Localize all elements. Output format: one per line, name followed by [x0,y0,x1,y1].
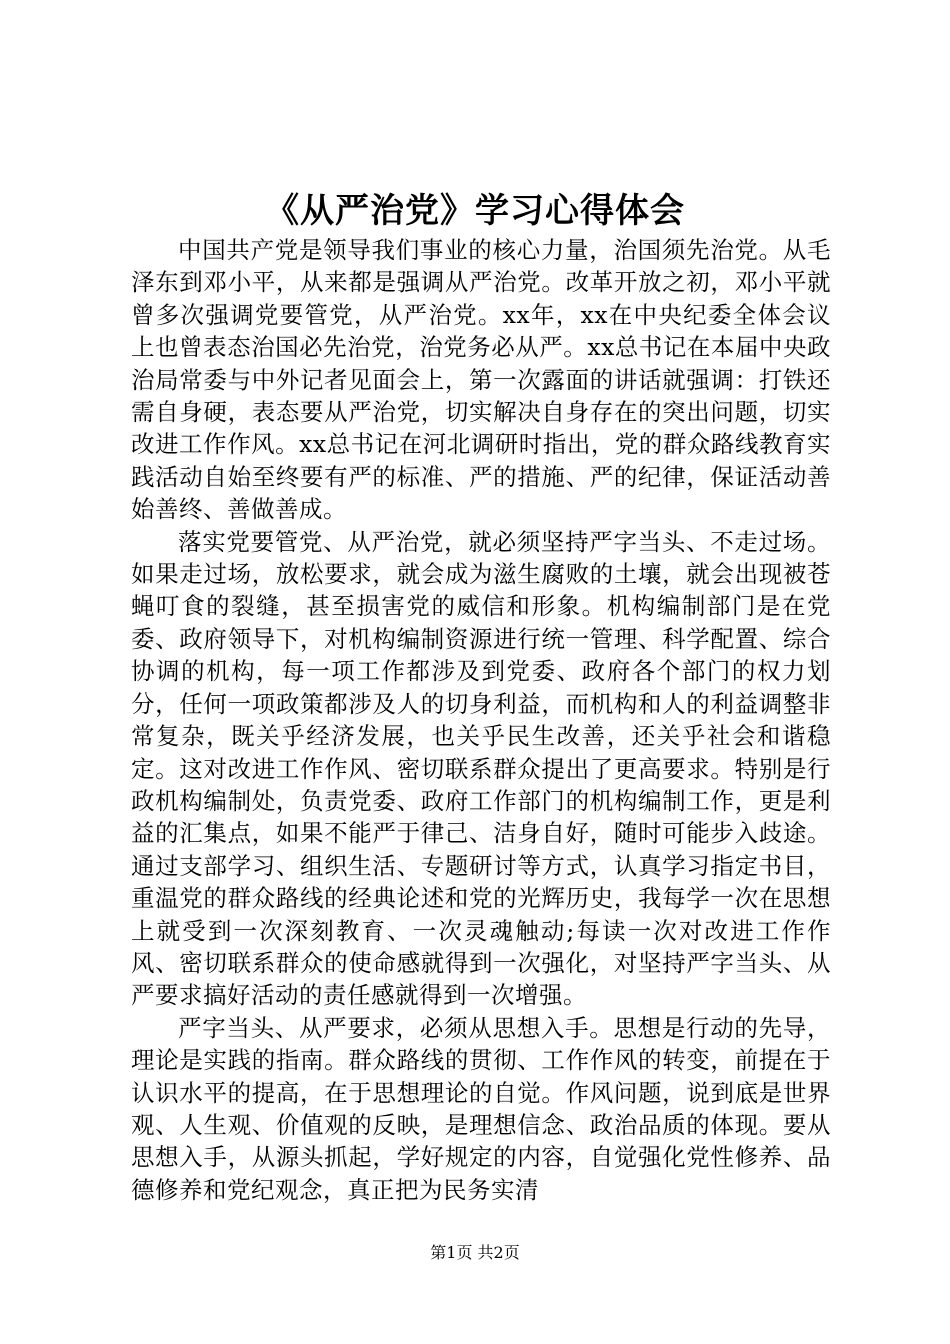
paragraph-3: 严字当头、从严要求，必须从思想入手。思想是行动的先导，理论是实践的指南。群众路线的贯彻、工作作风的转变，前提在于认识水平的提高，在于思想理论的自觉。作风问题，说到底是世界观、人生观、价值观的反映，是理想信念、政治品质的体现。要从思想入手，从源头抓起，学好规定的内容，自觉强化党性修养、品德修养和党纪观念，真正把为民务实清 [131,1013,831,1204]
paragraph-2: 落实党要管党、从严治党，就必须坚持严字当头、不走过场。如果走过场，放松要求，就会成为滋生腐败的土壤，就会出现被苍蝇叮食的裂缝，甚至损害党的威信和形象。机构编制部门是在党委、政府领导下，对机构编制资源进行统一管理、科学配置、综合协调的机构，每一项工作都涉及到党委、政府各个部门的权力划分，任何一项政策都涉及人的切身利益，而机构和人的利益调整非常复杂，既关乎经济发展，也关乎民生改善，还关乎社会和谐稳定。这对改进工作作风、密切联系群众提出了更高要求。特别是行政机构编制处，负责党委、政府工作部门的机构编制工作，更是利益的汇集点，如果不能严于律己、洁身自好，随时可能步入歧途。通过支部学习、组织生活、专题研讨等方式，认真学习指定书目，重温党的群众路线的经典论述和党的光辉历史，我每学一次在思想上就受到一次深刻教育、一次灵魂触动;每读一次对改进工作作风、密切联系群众的使命感就得到一次强化，对坚持严字当头、从严要求搞好活动的责任感就得到一次增强。 [131,527,831,1010]
document-title: 《从严治党》学习心得体会 [265,191,685,231]
document-body [131,234,831,1206]
page-footer: 第1页 共2页 [430,1243,520,1262]
paragraph-1: 中国共产党是领导我们事业的核心力量，治国须先治党。从毛泽东到邓小平，从来都是强调从严治党。改革开放之初，邓小平就曾多次强调党要管党，从严治党。xx年，xx在中央纪委全体会议上也曾表态治国必先治党，治党务必从严。xx总书记在本届中央政治局常委与中外记者见面会上，第一次露面的讲话就强调：打铁还需自身硬，表态要从严治党，切实解决自身存在的突出问题，切实改进工作作风。xx总书记在河北调研时指出，党的群众路线教育实践活动自始至终要有严的标准、严的措施、严的纪律，保证活动善始善终、善做善成。 [131,236,831,524]
